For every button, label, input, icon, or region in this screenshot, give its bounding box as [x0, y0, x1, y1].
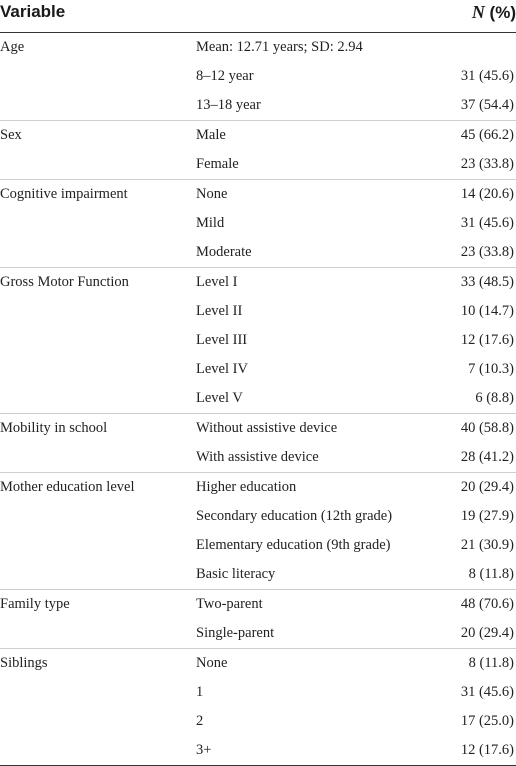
category-label: 3+	[196, 742, 212, 758]
variable-name: Age	[0, 39, 25, 55]
table-row	[0, 707, 516, 736]
table-body	[0, 33, 516, 766]
count-percent: 28 (41.2)	[460, 449, 514, 465]
category-label: Two-parent	[196, 596, 263, 612]
table-row	[0, 736, 516, 765]
variable-name: Mother education level	[0, 479, 135, 495]
category-label: Basic literacy	[196, 566, 276, 582]
category-label: Level V	[196, 390, 243, 406]
category-label: Mean: 12.71 years; SD: 2.94	[196, 39, 363, 55]
table-group	[0, 590, 516, 649]
table-row	[0, 502, 516, 531]
category-label: Without assistive device	[196, 420, 338, 436]
count-percent: 31 (45.6)	[460, 215, 514, 231]
count-percent: 7 (10.3)	[468, 361, 514, 377]
category-label: Secondary education (12th grade)	[196, 508, 393, 524]
category-label: 13–18 year	[196, 97, 261, 113]
table-row	[0, 414, 516, 443]
count-percent: 10 (14.7)	[460, 303, 514, 319]
count-percent: 20 (29.4)	[460, 479, 514, 495]
count-percent: 37 (54.4)	[460, 97, 514, 113]
table-row	[0, 531, 516, 560]
header-percent-label: (%)	[484, 3, 516, 22]
category-label: Level III	[196, 332, 248, 348]
variable-name: Gross Motor Function	[0, 274, 129, 290]
category-label: Level IV	[196, 361, 248, 377]
count-percent: 17 (25.0)	[460, 713, 514, 729]
header-n-label: N	[471, 2, 485, 22]
table-row	[0, 649, 516, 678]
table-row	[0, 238, 516, 267]
table-header	[0, 0, 516, 33]
count-percent: 20 (29.4)	[460, 625, 514, 641]
category-label: Male	[196, 127, 226, 143]
category-label: None	[196, 186, 228, 202]
variable-name: Family type	[0, 596, 70, 612]
table-row	[0, 473, 516, 502]
category-label: 2	[196, 713, 204, 729]
variable-name: Mobility in school	[0, 420, 108, 436]
table-group	[0, 473, 516, 590]
table-row	[0, 560, 516, 589]
count-percent: 33 (48.5)	[460, 274, 514, 290]
count-percent: 8 (11.8)	[468, 566, 514, 582]
count-percent: 6 (8.8)	[475, 390, 514, 406]
table-row	[0, 62, 516, 91]
count-percent: 31 (45.6)	[460, 684, 514, 700]
table-row	[0, 150, 516, 179]
variable-name: Cognitive impairment	[0, 186, 128, 202]
table-row	[0, 326, 516, 355]
table-row	[0, 121, 516, 150]
category-label: Single-parent	[196, 625, 275, 641]
category-label: Elementary education (9th grade)	[196, 537, 391, 553]
count-percent: 23 (33.8)	[460, 244, 514, 260]
count-percent: 14 (20.6)	[460, 186, 514, 202]
table-row	[0, 33, 516, 62]
table-row	[0, 355, 516, 384]
category-label: None	[196, 655, 228, 671]
table-group	[0, 649, 516, 766]
table-row	[0, 297, 516, 326]
table-row	[0, 443, 516, 472]
table-group	[0, 268, 516, 414]
table-group	[0, 180, 516, 268]
category-label: Higher education	[196, 479, 297, 495]
variable-name: Siblings	[0, 655, 48, 671]
category-label: 8–12 year	[196, 68, 254, 84]
table-row	[0, 678, 516, 707]
table-row	[0, 180, 516, 209]
table-row	[0, 590, 516, 619]
category-label: Level I	[196, 274, 238, 290]
category-label: Moderate	[196, 244, 252, 260]
table-group	[0, 414, 516, 473]
table-group	[0, 33, 516, 121]
category-label: With assistive device	[196, 449, 319, 465]
count-percent: 48 (70.6)	[460, 596, 514, 612]
table-row	[0, 619, 516, 648]
count-percent: 12 (17.6)	[460, 742, 514, 758]
category-label: 1	[196, 684, 204, 700]
table-row	[0, 209, 516, 238]
table-group	[0, 121, 516, 180]
count-percent: 21 (30.9)	[460, 537, 514, 553]
category-label: Female	[196, 156, 239, 172]
table-row	[0, 91, 516, 120]
count-percent: 31 (45.6)	[460, 68, 514, 84]
category-label: Level II	[196, 303, 243, 319]
header-n-percent	[472, 2, 516, 23]
table-row	[0, 268, 516, 297]
count-percent: 45 (66.2)	[460, 127, 514, 143]
count-percent: 40 (58.8)	[460, 420, 514, 436]
table-row	[0, 384, 516, 413]
category-label: Mild	[196, 215, 225, 231]
count-percent: 8 (11.8)	[468, 655, 514, 671]
count-percent: 23 (33.8)	[460, 156, 514, 172]
count-percent: 12 (17.6)	[460, 332, 514, 348]
count-percent: 19 (27.9)	[460, 508, 514, 524]
header-variable: Variable	[0, 2, 66, 21]
variable-name: Sex	[0, 127, 22, 143]
